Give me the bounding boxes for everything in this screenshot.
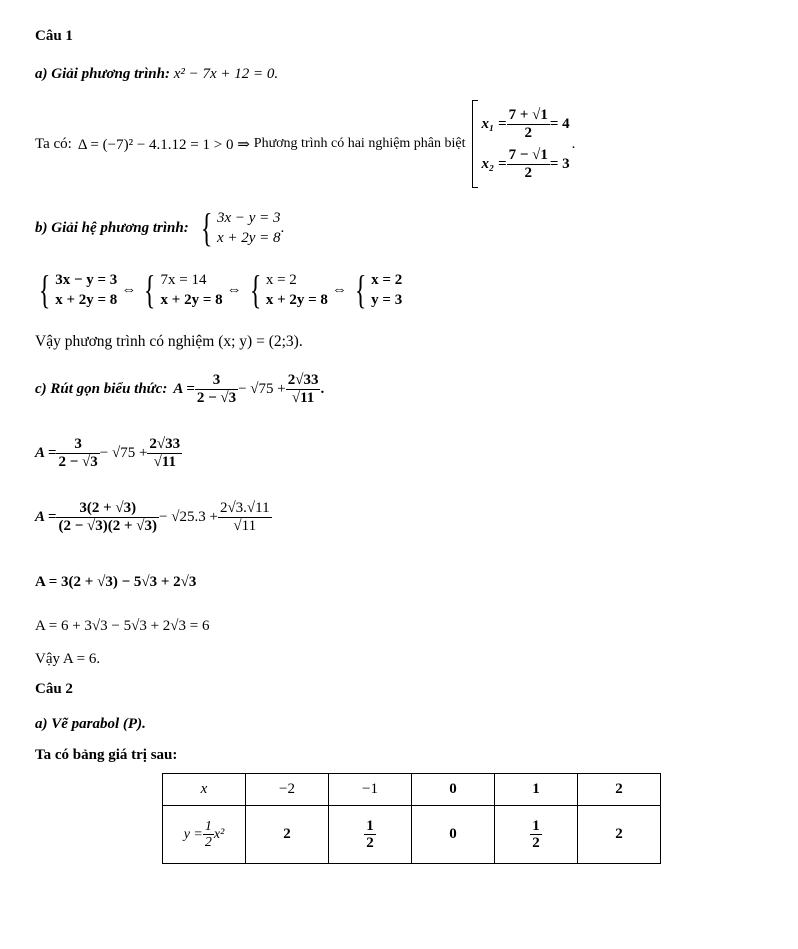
step-4-eq-2: y = 3 <box>371 292 403 309</box>
table-row-y <box>163 806 661 864</box>
table-cell: 2 <box>578 806 661 864</box>
c1-mid: − √75 + <box>238 380 286 397</box>
c-step-2 <box>35 500 272 534</box>
part-b-prompt: b) Giải hệ phương trình: <box>35 219 189 236</box>
table-header-y <box>163 806 246 864</box>
c1-frac1-num: 3 <box>195 372 238 390</box>
cell-frac-den: 2 <box>366 835 374 851</box>
x1-fraction <box>507 107 550 141</box>
brace-icon: { <box>144 267 156 313</box>
c2-mid: − √75 + <box>99 444 148 461</box>
table-cell: 0 <box>412 806 495 864</box>
part-a-equation: x² − 7x + 12 = 0. <box>173 66 279 82</box>
intro-text: Ta có: <box>35 135 72 152</box>
c2-frac2-num: 2√33 <box>149 436 181 452</box>
brace-icon: { <box>200 205 213 251</box>
step-4 <box>351 267 403 313</box>
cell-frac-num: 1 <box>532 817 540 834</box>
brace-icon: { <box>354 267 367 313</box>
c2-lhs: A = <box>35 444 57 461</box>
delta-end: . <box>571 135 576 152</box>
table-intro: Ta có bảng giá trị sau: <box>35 747 178 763</box>
step-3-eq-1: x = 2 <box>265 272 297 288</box>
x1-denominator: 2 <box>524 124 532 141</box>
equiv-symbol: ⇔ <box>121 281 137 298</box>
x2-denominator: 2 <box>524 164 532 181</box>
cau2-part-a-prompt: a) Vẽ parabol (P). <box>35 716 146 732</box>
c3-frac1-den: (2 − √3)(2 + √3) <box>58 517 158 534</box>
delta-conclusion: Phương trình có hai nghiệm phân biệt <box>253 136 466 151</box>
equiv-symbol: ⇔ <box>226 281 242 298</box>
cau1-heading: Câu 1 <box>35 28 73 44</box>
c-step-4: A = 6 + 3√3 − 5√3 + 2√3 = 6 <box>35 618 210 634</box>
part-c-expression <box>173 372 324 406</box>
c2-frac2 <box>147 436 182 470</box>
system-eq-1: 3x − y = 3 <box>216 210 281 226</box>
step-2-eq-1: 7x = 14 <box>160 272 207 288</box>
part-a-prompt: a) Giải phương trình: <box>35 66 170 82</box>
c1-frac1 <box>195 372 238 406</box>
delta-expression: Δ = (−7)² − 4.1.12 = 1 > 0 ⇒ <box>77 136 250 153</box>
c2-frac1 <box>56 436 99 470</box>
part-a-line <box>35 66 278 83</box>
c1-frac2 <box>286 372 321 406</box>
solutions-bracket <box>472 100 570 188</box>
c3-frac2 <box>218 500 272 534</box>
x1-rhs: = 4 <box>549 115 570 132</box>
bracket-bar <box>472 100 478 188</box>
c2-frac1-den: 2 − √3 <box>58 453 98 470</box>
solution-x1 <box>482 107 570 141</box>
part-b-result: Vậy phương trình có nghiệm (x; y) = (2;3). <box>35 333 303 350</box>
delta-line <box>35 100 575 188</box>
step-2 <box>140 267 223 313</box>
brace-icon: { <box>249 267 261 313</box>
c-step-1 <box>35 436 182 470</box>
c3-mid: − √25.3 + <box>159 508 218 525</box>
part-c-result: Vậy A = 6. <box>35 651 101 667</box>
system-steps <box>35 267 403 313</box>
y-label-rhs: x² <box>213 826 225 842</box>
cell-frac-num: 1 <box>366 817 374 834</box>
cell-frac-den: 2 <box>532 835 540 851</box>
c1-lhs: A = <box>173 380 195 397</box>
values-table <box>162 773 661 864</box>
y-label-lhs: y = <box>183 826 203 842</box>
c2-frac1-num: 3 <box>56 436 99 454</box>
cau2-heading: Câu 2 <box>35 681 73 697</box>
step-1 <box>35 267 118 313</box>
x2-fraction <box>507 147 550 181</box>
solution-x2 <box>482 147 570 181</box>
x2-numerator: 7 − √1 <box>508 147 548 163</box>
brace-icon: { <box>38 267 51 313</box>
system-eq-2: x + 2y = 8 <box>216 230 281 247</box>
c-step-3: A = 3(2 + √3) − 5√3 + 2√3 <box>35 574 197 590</box>
step-3-eq-2: x + 2y = 8 <box>265 292 328 309</box>
equiv-symbol: ⇔ <box>331 281 347 298</box>
step-2-eq-2: x + 2y = 8 <box>160 292 223 309</box>
c2-frac2-den: √11 <box>153 453 176 470</box>
table-cell <box>329 806 412 864</box>
c1-frac2-den: √11 <box>291 389 315 406</box>
x2-rhs: = 3 <box>549 155 570 172</box>
c3-lhs: A = <box>35 508 57 525</box>
c3-frac2-num: 2√3.√11 <box>219 500 270 516</box>
x1-lhs: x₁ = <box>481 115 507 132</box>
c3-frac2-den: √11 <box>233 517 257 534</box>
table-cell: −1 <box>329 774 412 806</box>
table-cell: 1 <box>495 774 578 806</box>
y-label-frac <box>203 819 214 851</box>
c1-frac1-den: 2 − √3 <box>196 389 237 406</box>
table-header-x: x <box>163 774 246 806</box>
table-cell: 0 <box>412 774 495 806</box>
part-c-prompt: c) Rút gọn biểu thức: <box>35 380 168 397</box>
c1-end: . <box>320 380 325 397</box>
step-1-eq-1: 3x − y = 3 <box>55 272 118 288</box>
step-3 <box>246 267 328 313</box>
y-label-num: 1 <box>204 818 212 834</box>
table-cell: 2 <box>578 774 661 806</box>
x1-numerator: 7 + √1 <box>508 107 548 123</box>
x2-lhs: x₂ = <box>481 155 507 172</box>
table-cell <box>495 806 578 864</box>
y-label-den: 2 <box>204 835 212 850</box>
step-1-eq-2: x + 2y = 8 <box>55 292 118 309</box>
table-cell: −2 <box>246 774 329 806</box>
table-cell: 2 <box>246 806 329 864</box>
part-b-line: b) Giải hệ phương trình: { 3x − y = 3 x + 2y = 8 . <box>35 205 285 251</box>
system-prompt <box>197 205 281 251</box>
c3-frac1-num: 3(2 + √3) <box>56 500 159 518</box>
step-4-eq-1: x = 2 <box>371 272 403 288</box>
part-c-line <box>35 372 324 406</box>
table-row-x <box>163 774 661 806</box>
c3-frac1 <box>56 500 159 534</box>
c1-frac2-num: 2√33 <box>287 372 319 388</box>
